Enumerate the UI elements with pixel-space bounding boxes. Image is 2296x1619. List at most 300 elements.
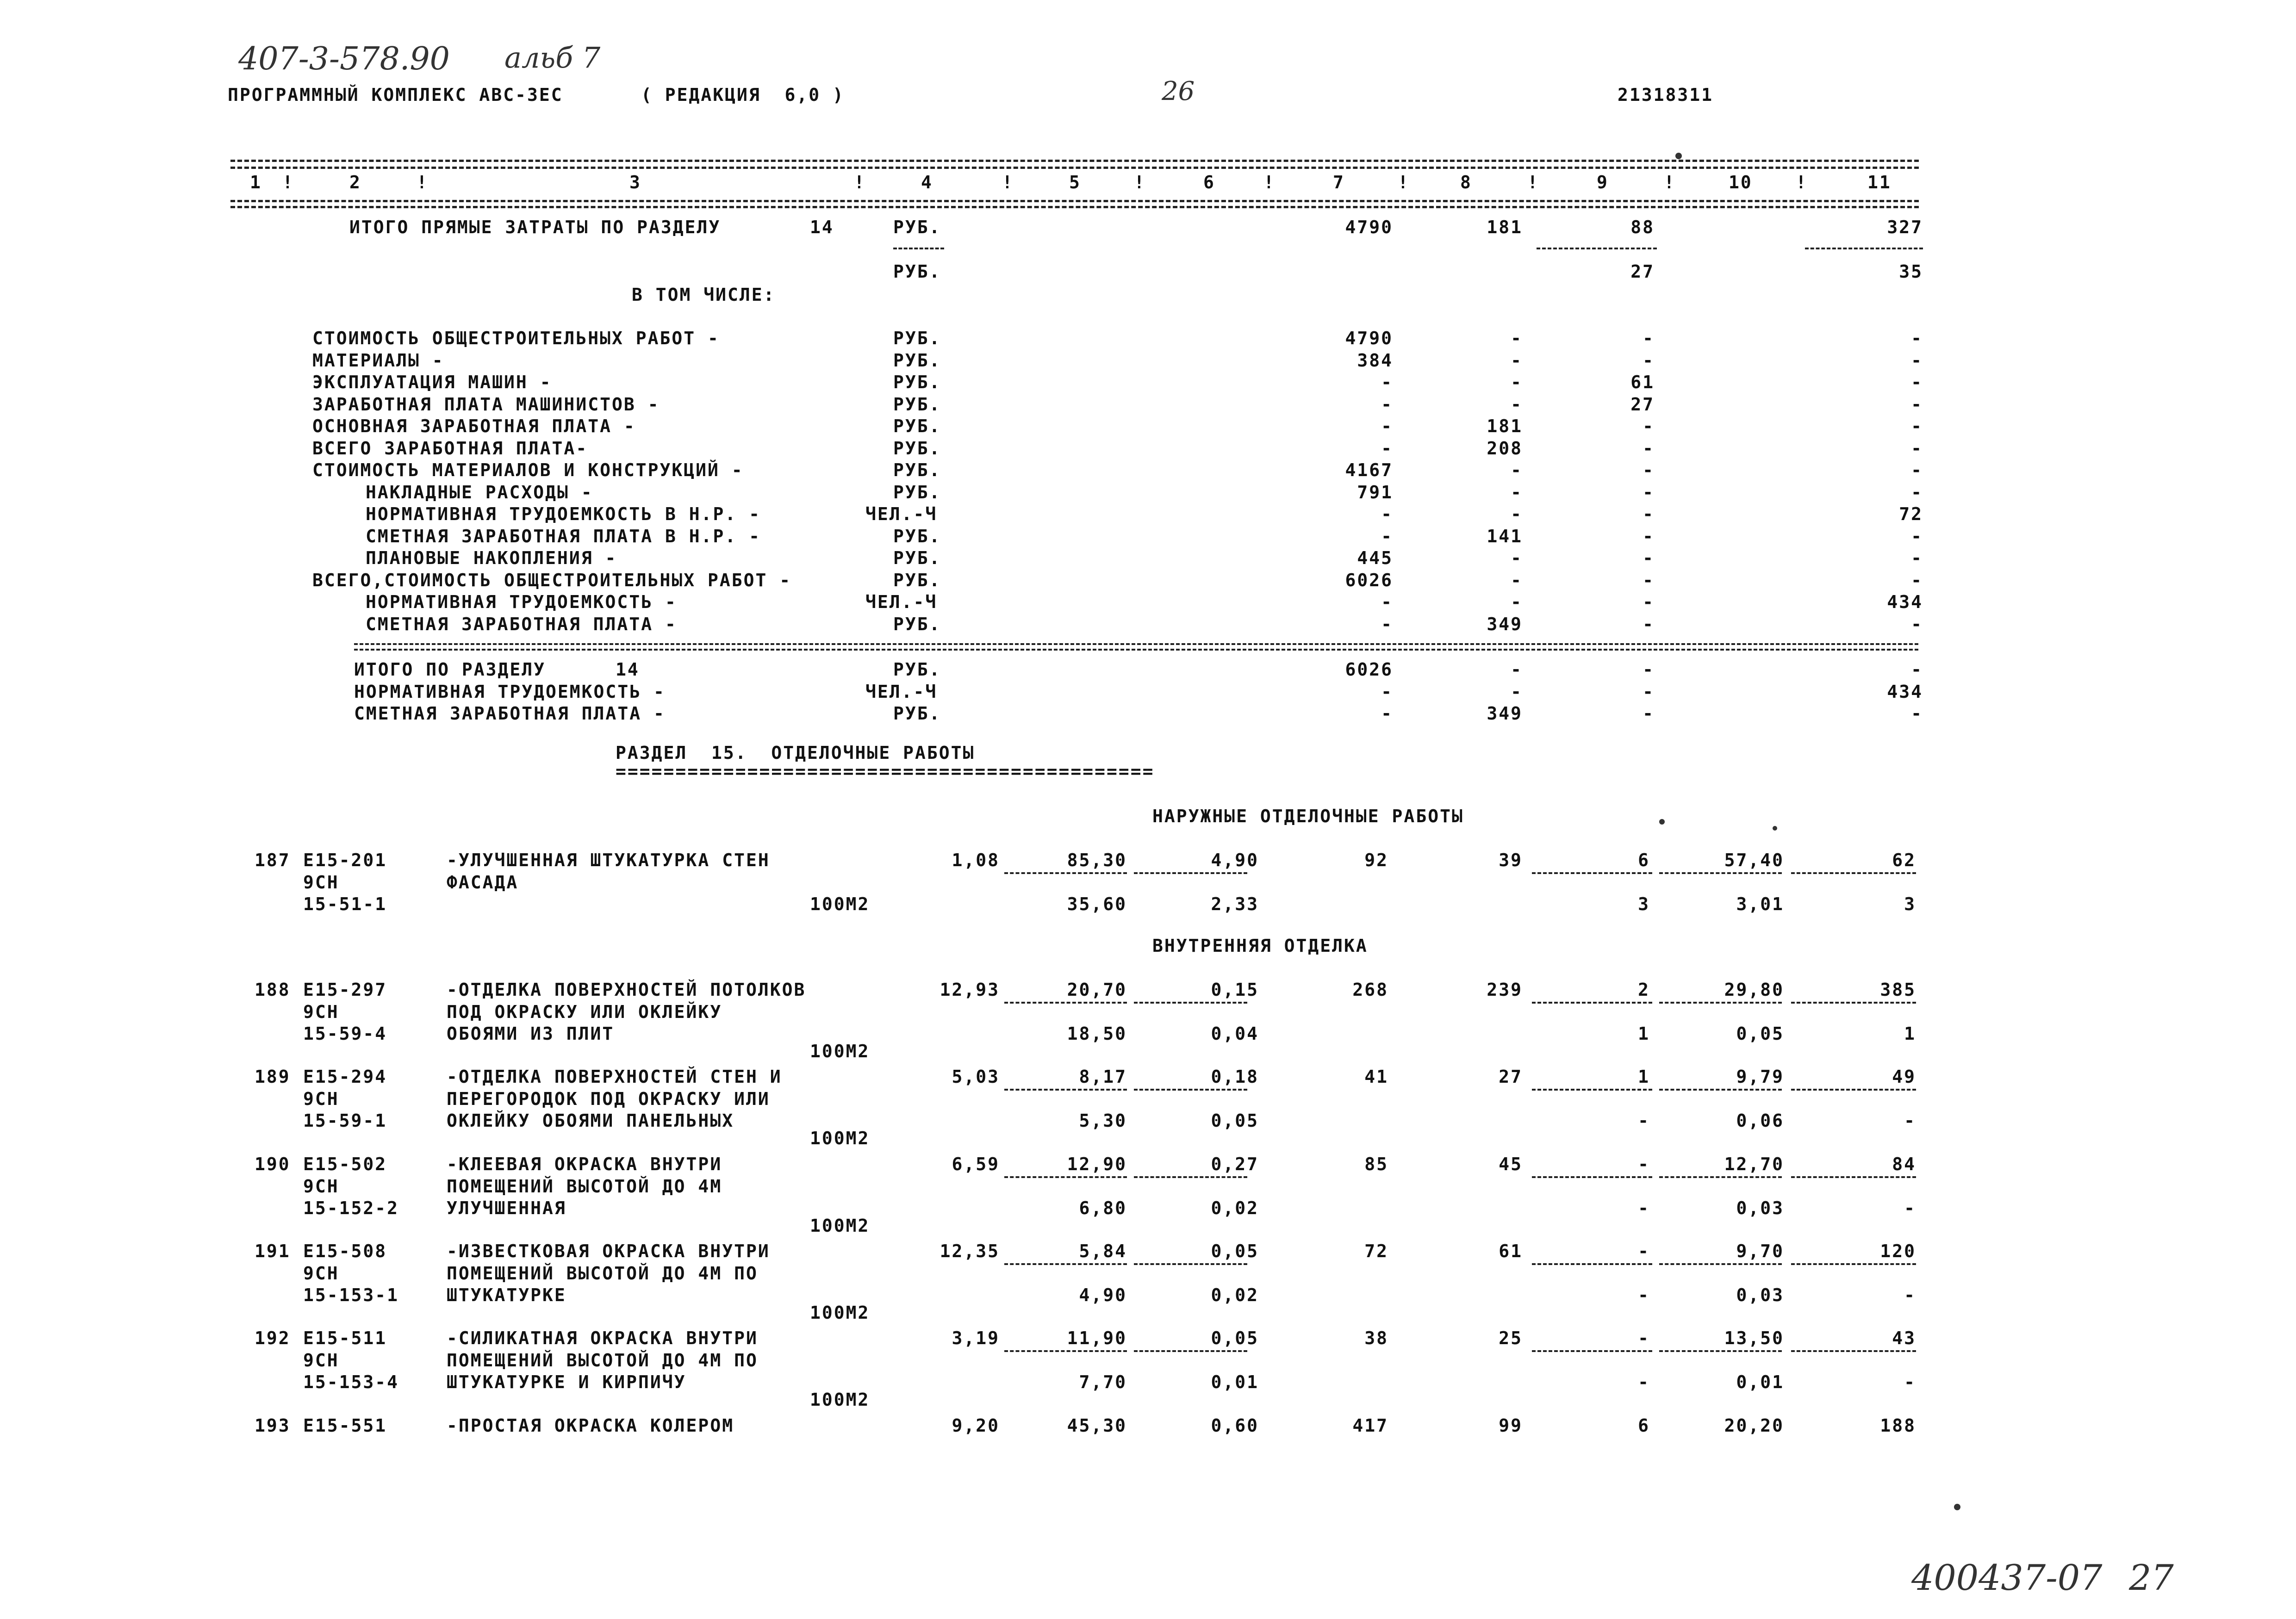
column-header-9: 9 [1597,172,1609,192]
item-code-norm: 9СН [303,1263,339,1284]
item-c10-underline [1659,1263,1782,1265]
summary-row-label: ВСЕГО ЗАРАБОТНАЯ ПЛАТА- [312,438,588,459]
summary-row-c7: 791 [1357,482,1393,502]
item-c8: 27 [1499,1067,1523,1087]
summary-row-c8: 208 [1487,438,1523,459]
item-code: Е15-511 [303,1328,387,1348]
summary-row-c9: - [1643,416,1655,436]
summary-row-label: ЭКСПЛУАТАЦИЯ МАШИН - [312,372,552,392]
item-c11: 49 [1892,1067,1916,1087]
item-c9b: - [1638,1285,1650,1305]
item-c8: 61 [1499,1241,1523,1261]
summary-row-c7: 4790 [1345,328,1393,348]
item-c7: 72 [1364,1241,1388,1261]
summary-row-c11: - [1911,482,1923,502]
column-header-5: 5 [1069,172,1081,192]
item-c7: 85 [1364,1154,1388,1174]
item-c11b: - [1904,1198,1916,1218]
item-description: ПОМЕЩЕНИЙ ВЫСОТОЙ ДО 4М [447,1176,722,1197]
column-header-11: 11 [1867,172,1892,192]
summary-row-c7: - [1381,592,1393,612]
total-row-c8: - [1511,681,1523,702]
summary-row-c7: - [1381,438,1393,459]
item-description: ПОД ОКРАСКУ ИЛИ ОКЛЕЙКУ [447,1001,722,1022]
item-code-norm: 9СН [303,1001,339,1022]
item-c5-underline [1004,1002,1127,1004]
summary-row-c7: 6026 [1345,570,1393,590]
summary-row-c7: 445 [1357,548,1393,568]
summary-row-unit: РУБ. [893,482,941,502]
item-description: ШТУКАТУРКЕ [447,1285,566,1305]
subsection-outer: НАРУЖНЫЕ ОТДЕЛОЧНЫЕ РАБОТЫ [1152,806,1464,826]
item-c5: 85,30 [1067,850,1127,870]
totals-divider [354,643,1918,645]
item-c6-underline [1134,1176,1247,1178]
item-number: 187 [255,850,291,870]
item-c11b: 3 [1904,894,1916,914]
summary-row-c11: - [1911,350,1923,371]
item-c5b: 6,80 [1079,1198,1127,1218]
summary-row-c9: - [1643,614,1655,634]
item-code: Е15-297 [303,980,387,1000]
summary-row-c7: 384 [1357,350,1393,371]
column-separator: ! [1134,172,1146,192]
item-c7: 41 [1364,1067,1388,1087]
item-c11-underline [1791,1176,1916,1178]
summary-row-c8: - [1511,592,1523,612]
item-c9b: 3 [1638,894,1650,914]
item-c5b: 35,60 [1067,894,1127,914]
item-c10-underline [1659,1350,1782,1352]
summary-unit-underline [893,248,944,249]
summary-row-c11: - [1911,438,1923,459]
total-row-c11: 434 [1887,681,1923,702]
summary-row-unit: РУБ. [893,416,941,436]
album-note: альб 7 [504,41,601,74]
item-c11b: - [1904,1110,1916,1131]
item-c10-underline [1659,1089,1782,1091]
program-title: ПРОГРАММНЫЙ КОМПЛЕКС АВС-ЗЕС [228,85,563,105]
summary-second-c11: 35 [1899,261,1923,282]
item-description: -КЛЕЕВАЯ ОКРАСКА ВНУТРИ [447,1154,722,1174]
total-row-c7: 6026 [1345,659,1393,680]
summary-row-c9: 61 [1630,372,1655,392]
summary-row-label: НОРМАТИВНАЯ ТРУДОЕМКОСТЬ - [366,592,677,612]
column-header-3: 3 [629,172,641,192]
column-separator: ! [417,172,429,192]
last-item-c11: 188 [1880,1415,1916,1436]
summary-row-c11: 72 [1899,504,1923,524]
item-code-ref: 15-153-4 [303,1372,399,1392]
item-c9-underline [1532,1002,1652,1004]
last-item-qty: 9,20 [952,1415,1000,1436]
total-row-label: НОРМАТИВНАЯ ТРУДОЕМКОСТЬ - [354,681,666,702]
summary-row-unit: РУБ. [893,526,941,546]
item-code-ref: 15-51-1 [303,894,387,914]
item-c10b: 0,06 [1736,1110,1784,1131]
summary-c7: 4790 [1345,217,1393,237]
item-c10b: 3,01 [1736,894,1784,914]
total-row-unit: РУБ. [893,703,941,724]
summary-row-c7: - [1381,372,1393,392]
item-description: ПОМЕЩЕНИЙ ВЫСОТОЙ ДО 4М ПО [447,1350,758,1371]
item-number: 189 [255,1067,291,1087]
item-c9-underline [1532,1263,1652,1265]
item-c6-underline [1134,1002,1247,1004]
summary-row-c8: - [1511,482,1523,502]
total-row-label: ИТОГО ПО РАЗДЕЛУ [354,659,546,680]
table-top-rule-2 [230,167,1919,169]
summary-row-c9: - [1643,460,1655,480]
item-c9-underline [1532,1350,1652,1352]
item-c9b: 1 [1638,1024,1650,1044]
item-c5b: 18,50 [1067,1024,1127,1044]
item-c9: - [1638,1154,1650,1174]
totals-divider-2 [354,649,1918,651]
item-c6b: 0,02 [1211,1285,1259,1305]
item-c6b: 0,04 [1211,1024,1259,1044]
item-unit: 100М2 [810,1215,870,1236]
summary-row-c7: - [1381,504,1393,524]
item-c5-underline [1004,1089,1127,1091]
item-c6: 0,05 [1211,1328,1259,1348]
item-c10: 9,79 [1736,1067,1784,1087]
summary-row-label: СМЕТНАЯ ЗАРАБОТНАЯ ПЛАТА В Н.Р. - [366,526,761,546]
summary-row-label: СТОИМОСТЬ МАТЕРИАЛОВ И КОНСТРУКЦИЙ - [312,460,744,480]
item-c5: 8,17 [1079,1067,1127,1087]
summary-row-unit: РУБ. [893,328,941,348]
project-code: 407-3-578.90 [238,41,450,77]
summary-title: ИТОГО ПРЯМЫЕ ЗАТРАТЫ ПО РАЗДЕЛУ [349,217,721,237]
item-description: -ОТДЕЛКА ПОВЕРХНОСТЕЙ ПОТОЛКОВ [447,980,806,1000]
item-c9b: - [1638,1198,1650,1218]
item-c6: 0,15 [1211,980,1259,1000]
summary-unit: РУБ. [893,217,941,237]
summary-second-c9: 27 [1630,261,1655,282]
summary-row-unit: РУБ. [893,438,941,459]
item-description: ФАСАДА [447,872,519,893]
item-c6-underline [1134,1263,1247,1265]
item-c7: 38 [1364,1328,1388,1348]
summary-row-c8: - [1511,328,1523,348]
column-header-2: 2 [349,172,361,192]
summary-row-unit: РУБ. [893,570,941,590]
column-header-8: 8 [1460,172,1472,192]
item-c9: 6 [1638,850,1650,870]
summary-row-c7: - [1381,526,1393,546]
item-c10b: 0,03 [1736,1285,1784,1305]
item-code: Е15-294 [303,1067,387,1087]
item-c7: 92 [1364,850,1388,870]
item-description: -ИЗВЕСТКОВАЯ ОКРАСКА ВНУТРИ [447,1241,770,1261]
item-code-norm: 9СН [303,872,339,893]
item-c5-underline [1004,872,1127,874]
summary-row-c11: - [1911,570,1923,590]
summary-row-c7: - [1381,416,1393,436]
summary-row-c9: - [1643,438,1655,459]
subsection-inner: ВНУТРЕННЯЯ ОТДЕЛКА [1152,936,1368,956]
last-item-number: 193 [255,1415,291,1436]
item-c5-underline [1004,1350,1127,1352]
item-c6b: 0,01 [1211,1372,1259,1392]
item-unit: 100М2 [810,1389,870,1410]
column-header-rule [230,200,1919,202]
item-c11: 43 [1892,1328,1916,1348]
column-header-10: 10 [1729,172,1753,192]
summary-section-number: 14 [810,217,834,237]
summary-row-label: ПЛАНОВЫЕ НАКОПЛЕНИЯ - [366,548,617,568]
item-description: -УЛУЧШЕННАЯ ШТУКАТУРКА СТЕН [447,850,770,870]
summary-row-unit: РУБ. [893,614,941,634]
column-separator: ! [854,172,866,192]
item-c9-underline [1532,1089,1652,1091]
item-c9b: - [1638,1110,1650,1131]
item-number: 192 [255,1328,291,1348]
item-description: УЛУЧШЕННАЯ [447,1198,566,1218]
item-code: Е15-508 [303,1241,387,1261]
item-c11: 84 [1892,1154,1916,1174]
scan-speck [1773,826,1777,831]
summary-row-c8: - [1511,504,1523,524]
summary-row-unit: РУБ. [893,394,941,415]
column-separator: ! [1398,172,1410,192]
total-row-c8: - [1511,659,1523,680]
item-c11-underline [1791,1002,1916,1004]
item-c5b: 5,30 [1079,1110,1127,1131]
summary-row-c9: - [1643,592,1655,612]
total-row-c8: 349 [1487,703,1523,724]
item-description: -ОТДЕЛКА ПОВЕРХНОСТЕЙ СТЕН И [447,1067,782,1087]
item-c8: 239 [1487,980,1523,1000]
last-item-c9: 6 [1638,1415,1650,1436]
item-code: Е15-201 [303,850,387,870]
summary-second-unit: РУБ. [893,261,941,282]
summary-row-unit: РУБ. [893,350,941,371]
item-code-ref: 15-153-1 [303,1285,399,1305]
column-separator: ! [1664,172,1676,192]
total-row-unit: РУБ. [893,659,941,680]
summary-row-c8: 349 [1487,614,1523,634]
summary-row-c11: 434 [1887,592,1923,612]
item-c10: 9,70 [1736,1241,1784,1261]
item-c11-underline [1791,1263,1916,1265]
summary-row-c11: - [1911,394,1923,415]
edition-label: ( РЕДАКЦИЯ 6,0 ) [641,85,845,105]
item-c6-underline [1134,1350,1247,1352]
summary-row-label: НОРМАТИВНАЯ ТРУДОЕМКОСТЬ В Н.Р. - [366,504,761,524]
item-number: 188 [255,980,291,1000]
section-underline: ============================================= [616,761,1155,782]
item-c6b: 0,05 [1211,1110,1259,1131]
summary-row-c11: - [1911,460,1923,480]
summary-c11: 327 [1887,217,1923,237]
scan-speck [1675,153,1682,159]
total-row-c9: - [1643,703,1655,724]
item-c5b: 4,90 [1079,1285,1127,1305]
item-c9: 2 [1638,980,1650,1000]
item-c11: 120 [1880,1241,1916,1261]
total-row-label: СМЕТНАЯ ЗАРАБОТНАЯ ПЛАТА - [354,703,666,724]
last-item-code: Е15-551 [303,1415,387,1436]
item-c9: - [1638,1328,1650,1348]
summary-row-c11: - [1911,526,1923,546]
summary-c9-underline [1537,248,1657,249]
summary-row-label: ОСНОВНАЯ ЗАРАБОТНАЯ ПЛАТА - [312,416,636,436]
item-qty: 5,03 [952,1067,1000,1087]
including-label: В ТОМ ЧИСЛЕ: [632,285,776,305]
item-c5-underline [1004,1263,1127,1265]
summary-row-c8: - [1511,372,1523,392]
summary-row-c9: - [1643,328,1655,348]
item-c9: 1 [1638,1067,1650,1087]
item-description: ПОМЕЩЕНИЙ ВЫСОТОЙ ДО 4М ПО [447,1263,758,1284]
item-c6-underline [1134,1089,1247,1091]
section-title: РАЗДЕЛ 15. ОТДЕЛОЧНЫЕ РАБОТЫ [616,743,975,763]
item-c8: 45 [1499,1154,1523,1174]
item-c11-underline [1791,1350,1916,1352]
column-header-6: 6 [1203,172,1215,192]
item-c10b: 0,05 [1736,1024,1784,1044]
total-row-c7: - [1381,703,1393,724]
column-separator: ! [1263,172,1276,192]
scan-speck [1659,819,1665,825]
summary-row-label: НАКЛАДНЫЕ РАСХОДЫ - [366,482,593,502]
item-c10-underline [1659,1176,1782,1178]
item-code-ref: 15-59-4 [303,1024,387,1044]
item-c9-underline [1532,872,1652,874]
summary-row-c9: - [1643,504,1655,524]
item-c10: 57,40 [1724,850,1784,870]
summary-c9: 88 [1630,217,1655,237]
item-unit: 100М2 [810,1128,870,1148]
item-description: ШТУКАТУРКЕ И КИРПИЧУ [447,1372,686,1392]
summary-row-c7: - [1381,614,1393,634]
summary-row-c8: - [1511,350,1523,371]
summary-row-label: СМЕТНАЯ ЗАРАБОТНАЯ ПЛАТА - [366,614,677,634]
item-number: 190 [255,1154,291,1174]
last-item-c7: 417 [1352,1415,1388,1436]
column-header-rule-2 [230,206,1919,208]
table-top-rule [230,160,1919,162]
summary-row-c8: - [1511,394,1523,415]
item-c11b: 1 [1904,1024,1916,1044]
item-description: ОБОЯМИ ИЗ ПЛИТ [447,1024,615,1044]
item-c5: 20,70 [1067,980,1127,1000]
item-c10-underline [1659,872,1782,874]
summary-row-label: ЗАРАБОТНАЯ ПЛАТА МАШИНИСТОВ - [312,394,660,415]
last-item-c8: 99 [1499,1415,1523,1436]
summary-row-c8: - [1511,548,1523,568]
item-c10b: 0,03 [1736,1198,1784,1218]
item-c7: 268 [1352,980,1388,1000]
item-code-ref: 15-59-1 [303,1110,387,1131]
total-row-unit: ЧЕЛ.-Ч [865,681,938,702]
summary-row-c11: - [1911,372,1923,392]
item-c10: 13,50 [1724,1328,1784,1348]
summary-row-unit: ЧЕЛ.-Ч [865,504,938,524]
summary-row-unit: РУБ. [893,372,941,392]
item-unit: 100М2 [810,1302,870,1323]
item-c6: 4,90 [1211,850,1259,870]
item-c11-underline [1791,1089,1916,1091]
item-c8: 39 [1499,850,1523,870]
item-c6b: 2,33 [1211,894,1259,914]
item-code-ref: 15-152-2 [303,1198,399,1218]
item-unit: 100М2 [810,894,870,914]
summary-row-c8: 141 [1487,526,1523,546]
summary-row-c11: - [1911,614,1923,634]
column-separator: ! [1002,172,1014,192]
item-c11-underline [1791,872,1916,874]
item-c11b: - [1904,1285,1916,1305]
item-c5b: 7,70 [1079,1372,1127,1392]
summary-row-label: МАТЕРИАЛЫ - [312,350,444,371]
summary-row-c11: - [1911,328,1923,348]
item-c10b: 0,01 [1736,1372,1784,1392]
item-description: ПЕРЕГОРОДОК ПОД ОКРАСКУ ИЛИ [447,1088,770,1109]
item-c10: 12,70 [1724,1154,1784,1174]
summary-row-c11: - [1911,548,1923,568]
total-row-c11: - [1911,703,1923,724]
summary-row-c7: - [1381,394,1393,415]
column-header-1: 1 [250,172,262,192]
item-c11: 385 [1880,980,1916,1000]
summary-row-c9: - [1643,350,1655,371]
item-c11: 62 [1892,850,1916,870]
summary-c8: 181 [1487,217,1523,237]
item-unit: 100М2 [810,1041,870,1061]
summary-row-c9: - [1643,548,1655,568]
column-separator: ! [1527,172,1539,192]
column-header-4: 4 [921,172,933,192]
item-c5-underline [1004,1176,1127,1178]
summary-row-c7: 4167 [1345,460,1393,480]
item-c6: 0,18 [1211,1067,1259,1087]
item-code-norm: 9СН [303,1350,339,1371]
item-c6-underline [1134,872,1247,874]
item-c6: 0,05 [1211,1241,1259,1261]
total-row-c9: - [1643,681,1655,702]
total-row-c9: - [1643,659,1655,680]
item-qty: 3,19 [952,1328,1000,1348]
summary-row-c8: 181 [1487,416,1523,436]
last-item-c6: 0,60 [1211,1415,1259,1436]
item-c6: 0,27 [1211,1154,1259,1174]
item-c5: 5,84 [1079,1241,1127,1261]
column-separator: ! [1796,172,1808,192]
last-item-description: -ПРОСТАЯ ОКРАСКА КОЛЕРОМ [447,1415,734,1436]
sheet-code: 400437-07 [1911,1557,2103,1598]
column-header-7: 7 [1333,172,1345,192]
item-description: -СИЛИКАТНАЯ ОКРАСКА ВНУТРИ [447,1328,758,1348]
item-c10-underline [1659,1002,1782,1004]
summary-row-c9: - [1643,526,1655,546]
summary-row-c9: 27 [1630,394,1655,415]
item-code: Е15-502 [303,1154,387,1174]
item-description: ОКЛЕЙКУ ОБОЯМИ ПАНЕЛЬНЫХ [447,1110,734,1131]
summary-row-label: ВСЕГО,СТОИМОСТЬ ОБЩЕСТРОИТЕЛЬНЫХ РАБОТ - [312,570,792,590]
item-code-norm: 9СН [303,1176,339,1197]
summary-row-unit: РУБ. [893,460,941,480]
sheet-number: 27 [2129,1557,2174,1598]
summary-row-c11: - [1911,416,1923,436]
item-c11b: - [1904,1372,1916,1392]
item-c9: - [1638,1241,1650,1261]
summary-row-label: СТОИМОСТЬ ОБЩЕСТРОИТЕЛЬНЫХ РАБОТ - [312,328,720,348]
item-c9b: - [1638,1372,1650,1392]
page-number: 26 [1162,76,1195,106]
item-c8: 25 [1499,1328,1523,1348]
